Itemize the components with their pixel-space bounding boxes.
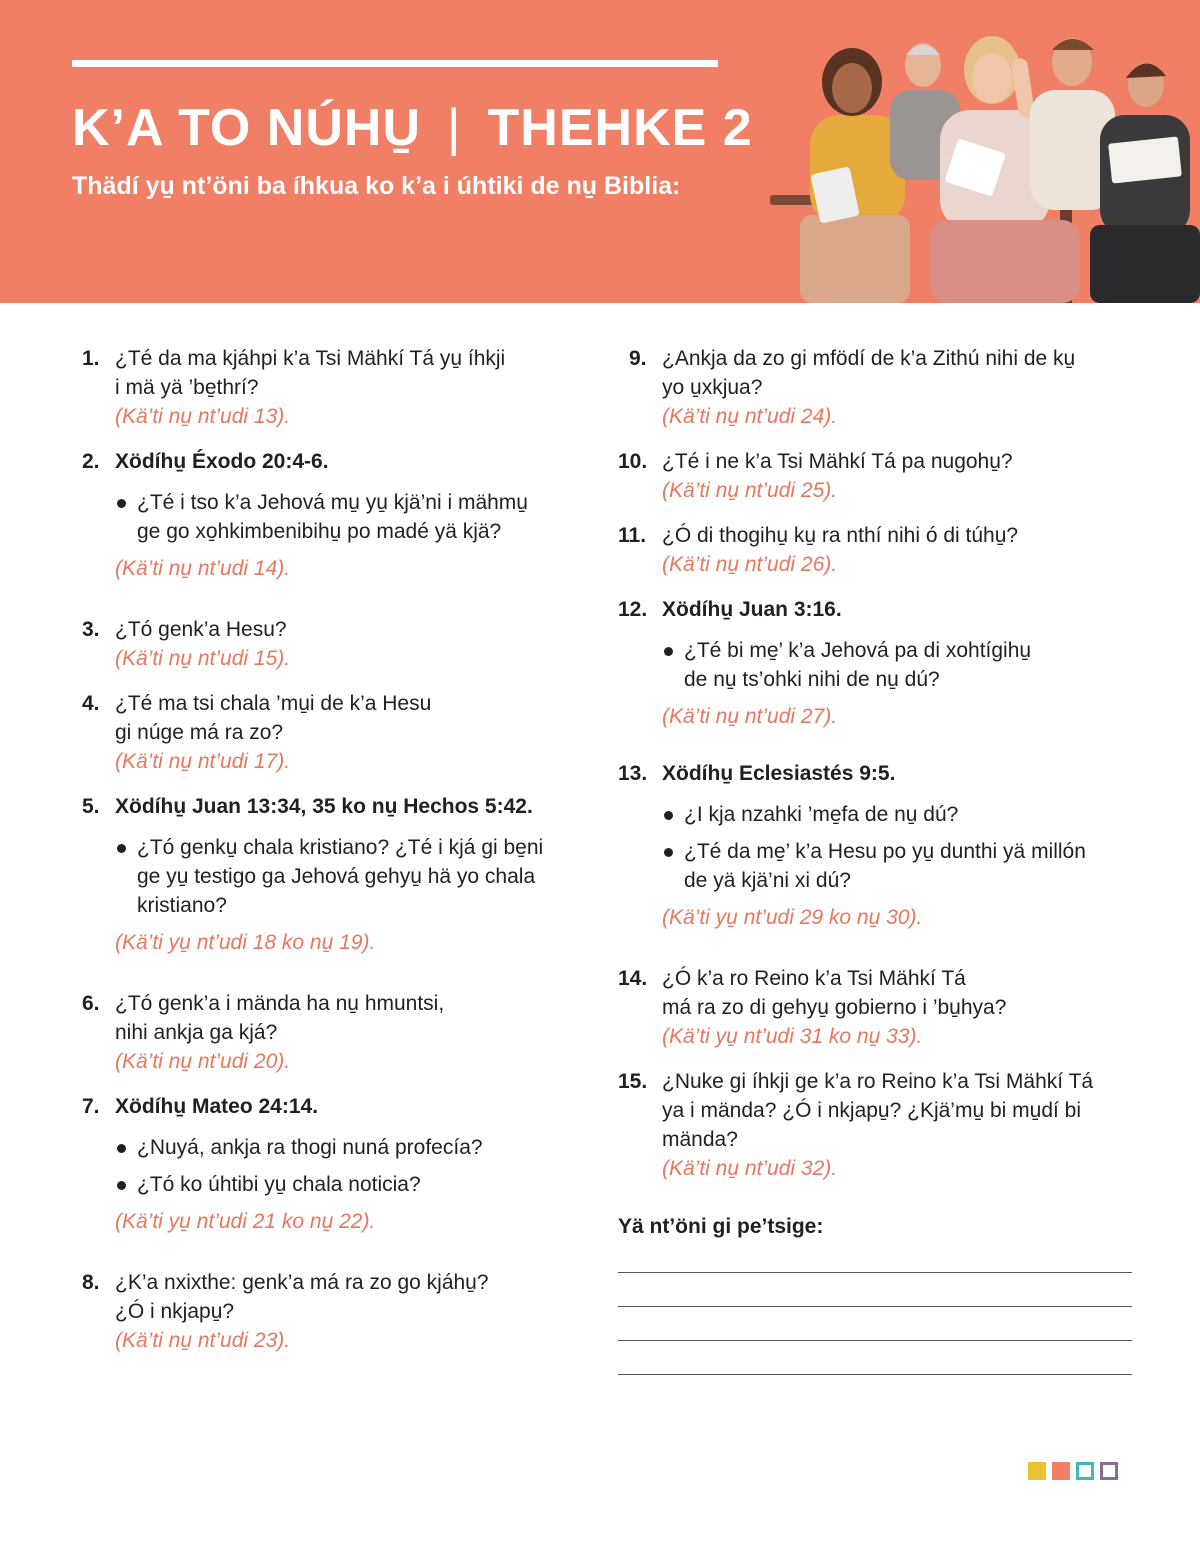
reference: (Kä’ti nu̱ nt’udi 32). — [662, 1157, 838, 1180]
question-number: 9. — [629, 347, 647, 370]
text-line: ge yu̱ testigo ga Jehová gehyu̱ hä yo chala — [137, 865, 536, 888]
reference: (Kä’ti yu̱ nt’udi 31 ko nu̱ 33). — [662, 1025, 923, 1048]
text-line: ge go xo̱hkimbenibihu̱ po madé yä kjä? — [137, 520, 502, 543]
text-line: ¿Nuke gi íhkji ge k’a ro Reino k’a Tsi Mähkí Tá — [662, 1070, 1094, 1093]
text-line: ¿Ó k’a ro Reino k’a Tsi Mähkí Tá — [662, 967, 966, 990]
text-line: ¿Tó ko úhtibi yu̱ chala noticia? — [137, 1173, 421, 1196]
question-number: 10. — [618, 450, 648, 473]
question-number: 8. — [82, 1271, 100, 1294]
title-separator: | — [447, 99, 462, 157]
bullet-item — [662, 636, 1138, 694]
bullet-item — [115, 488, 582, 546]
questions-left-column — [82, 344, 582, 1355]
text-line: ¿Té da ma kjáhpi k’a Tsi Mähkí Tá yu̱ íhkji — [115, 347, 506, 370]
reference: (Kä’ti nu̱ nt’udi 15). — [115, 647, 291, 670]
question-number: 2. — [82, 450, 100, 473]
text-line: ¿Ó i nkjapu̱? — [115, 1300, 235, 1323]
text-line: ¿Tó genku̱ chala kristiano? ¿Té i kjá gi be̱ni — [137, 836, 544, 859]
question-number: 3. — [82, 618, 100, 641]
bullet-item — [115, 833, 582, 920]
text-line: má ra zo di gehyu̱ gobierno i ’bu̱hya? — [662, 996, 1007, 1019]
note-line[interactable] — [618, 1272, 1132, 1273]
question-2 — [82, 447, 582, 583]
note-line[interactable] — [618, 1374, 1132, 1375]
square-coral-icon — [1052, 1462, 1070, 1480]
notes-section — [618, 1215, 1138, 1375]
reference: (Kä’ti yu̱ nt’udi 29 ko nu̱ 30). — [662, 906, 923, 929]
question-6 — [82, 989, 582, 1076]
text-line: ¿Ó di thogihu̱ ku̱ ra nthí nihi ó di túhu̱? — [662, 524, 1019, 547]
question-9 — [618, 344, 1138, 431]
bullet-list — [662, 636, 1138, 694]
title-part-2: THEHKE 2 — [487, 99, 753, 157]
questions-right-column — [618, 344, 1138, 1375]
text-line: ¿Ankja da zo gi mfödí de k’a Zithú nihi de ku̱ — [662, 347, 1076, 370]
page-subtitle: Thädí yu̱ nt’öni ba íhkua ko k’a i úhtiki de nu̱ Biblia: — [72, 172, 681, 200]
notes-title: Yä nt’öni gi pe’tsige: — [618, 1215, 824, 1238]
bullet-list — [115, 1133, 582, 1199]
reference: (Kä’ti nu̱ nt’udi 27). — [662, 705, 838, 728]
question-10 — [618, 447, 1138, 505]
question-4 — [82, 689, 582, 776]
text-line: ¿Té bi me̱’ k’a Jehová pa di xohtígihu̱ — [684, 639, 1032, 662]
text-line: de nu̱ ts’ohki nihi de nu̱ dú? — [684, 668, 940, 691]
text-line: de yä kjä’ni xi dú? — [684, 869, 851, 892]
text-line: ¿Té ma tsi chala ’mu̱i de k’a Hesu — [115, 692, 432, 715]
question-3 — [82, 615, 582, 673]
question-13 — [618, 759, 1138, 932]
question-heading: Xödíhu̱ Éxodo 20:4-6. — [115, 450, 329, 473]
text-line: kristiano? — [137, 894, 227, 917]
question-number: 15. — [618, 1070, 648, 1093]
text-line: ¿Nuyá, ankja ra thogi nuná profecía? — [137, 1136, 483, 1159]
question-number: 13. — [618, 762, 648, 785]
question-number: 14. — [618, 967, 648, 990]
reference: (Kä’ti nu̱ nt’udi 24). — [662, 405, 838, 428]
header-banner — [0, 0, 1200, 303]
text-line: ¿Tó genk’a i mända ha nu̱ hmuntsi, — [115, 992, 445, 1015]
question-14 — [618, 964, 1138, 1051]
question-number: 1. — [82, 347, 100, 370]
reference: (Kä’ti nu̱ nt’udi 14). — [115, 557, 291, 580]
bullet-item — [115, 1170, 582, 1199]
bullet-item — [115, 1133, 582, 1162]
bullet-list — [115, 833, 582, 920]
reference: (Kä’ti nu̱ nt’udi 26). — [662, 553, 838, 576]
people-illustration — [760, 20, 1200, 303]
reference: (Kä’ti nu̱ nt’udi 20). — [115, 1050, 291, 1073]
question-heading: Xödíhu̱ Juan 3:16. — [662, 598, 842, 621]
bullet-list — [115, 488, 582, 546]
bullet-item — [662, 837, 1138, 895]
text-line: ¿Tó genk’a Hesu? — [115, 618, 287, 641]
reference: (Kä’ti nu̱ nt’udi 17). — [115, 750, 291, 773]
page-title — [72, 98, 753, 158]
text-line: ¿K’a nxixthe: genk’a má ra zo go kjáhu̱? — [115, 1271, 489, 1294]
question-12 — [618, 595, 1138, 731]
square-purple-outline-icon — [1100, 1462, 1118, 1480]
text-line: ¿Té i ne k’a Tsi Mähkí Tá pa nugohu̱? — [662, 450, 1013, 473]
note-line[interactable] — [618, 1306, 1132, 1307]
bullet-list — [662, 800, 1138, 895]
square-yellow-icon — [1028, 1462, 1046, 1480]
text-line: ¿Té i tso k’a Jehová mu̱ yu̱ kjä’ni i mähmu̱ — [137, 491, 528, 514]
text-line: nihi ankja ga kjá? — [115, 1021, 278, 1044]
header-rule — [72, 60, 718, 67]
question-11 — [618, 521, 1138, 579]
question-number: 11. — [618, 524, 647, 547]
reference: (Kä’ti nu̱ nt’udi 13). — [115, 405, 291, 428]
question-number: 12. — [618, 598, 648, 621]
question-heading: Xödíhu̱ Eclesiastés 9:5. — [662, 762, 896, 785]
text-line: i mä yä ’be̱thrí? — [115, 376, 259, 399]
note-line[interactable] — [618, 1340, 1132, 1341]
title-part-1: K’A TO NÚHU̱ — [72, 99, 421, 157]
text-line: ¿I kja nzahki ’me̱fa de nu̱ dú? — [684, 803, 959, 826]
text-line: ¿Té da me̱’ k’a Hesu po yu̱ dunthi yä millón — [684, 840, 1086, 863]
bullet-item — [662, 800, 1138, 829]
text-line: gi núge má ra zo? — [115, 721, 284, 744]
reference: (Kä’ti nu̱ nt’udi 23). — [115, 1329, 291, 1352]
question-heading: Xödíhu̱ Juan 13:34, 35 ko nu̱ Hechos 5:42. — [115, 795, 533, 818]
reference: (Kä’ti nu̱ nt’udi 25). — [662, 479, 838, 502]
question-15 — [618, 1067, 1138, 1183]
question-text — [115, 344, 582, 402]
reference: (Kä’ti yu̱ nt’udi 21 ko nu̱ 22). — [115, 1210, 376, 1233]
question-1 — [82, 344, 582, 431]
question-number: 4. — [82, 692, 100, 715]
square-teal-outline-icon — [1076, 1462, 1094, 1480]
question-number: 6. — [82, 992, 100, 1015]
question-5 — [82, 792, 582, 957]
question-number: 7. — [82, 1095, 100, 1118]
question-heading: Xödíhu̱ Mateo 24:14. — [115, 1095, 319, 1118]
question-number: 5. — [82, 795, 100, 818]
text-line: yo u̱xkjua? — [662, 376, 763, 399]
question-7 — [82, 1092, 582, 1236]
reference: (Kä’ti yu̱ nt’udi 18 ko nu̱ 19). — [115, 931, 376, 954]
decorative-squares — [1028, 1462, 1118, 1480]
text-line: mända? — [662, 1128, 738, 1151]
question-8 — [82, 1268, 582, 1355]
text-line: ya i mända? ¿Ó i nkjapu̱? ¿Kjä’mu̱ bi mu̱dí bi — [662, 1099, 1082, 1122]
